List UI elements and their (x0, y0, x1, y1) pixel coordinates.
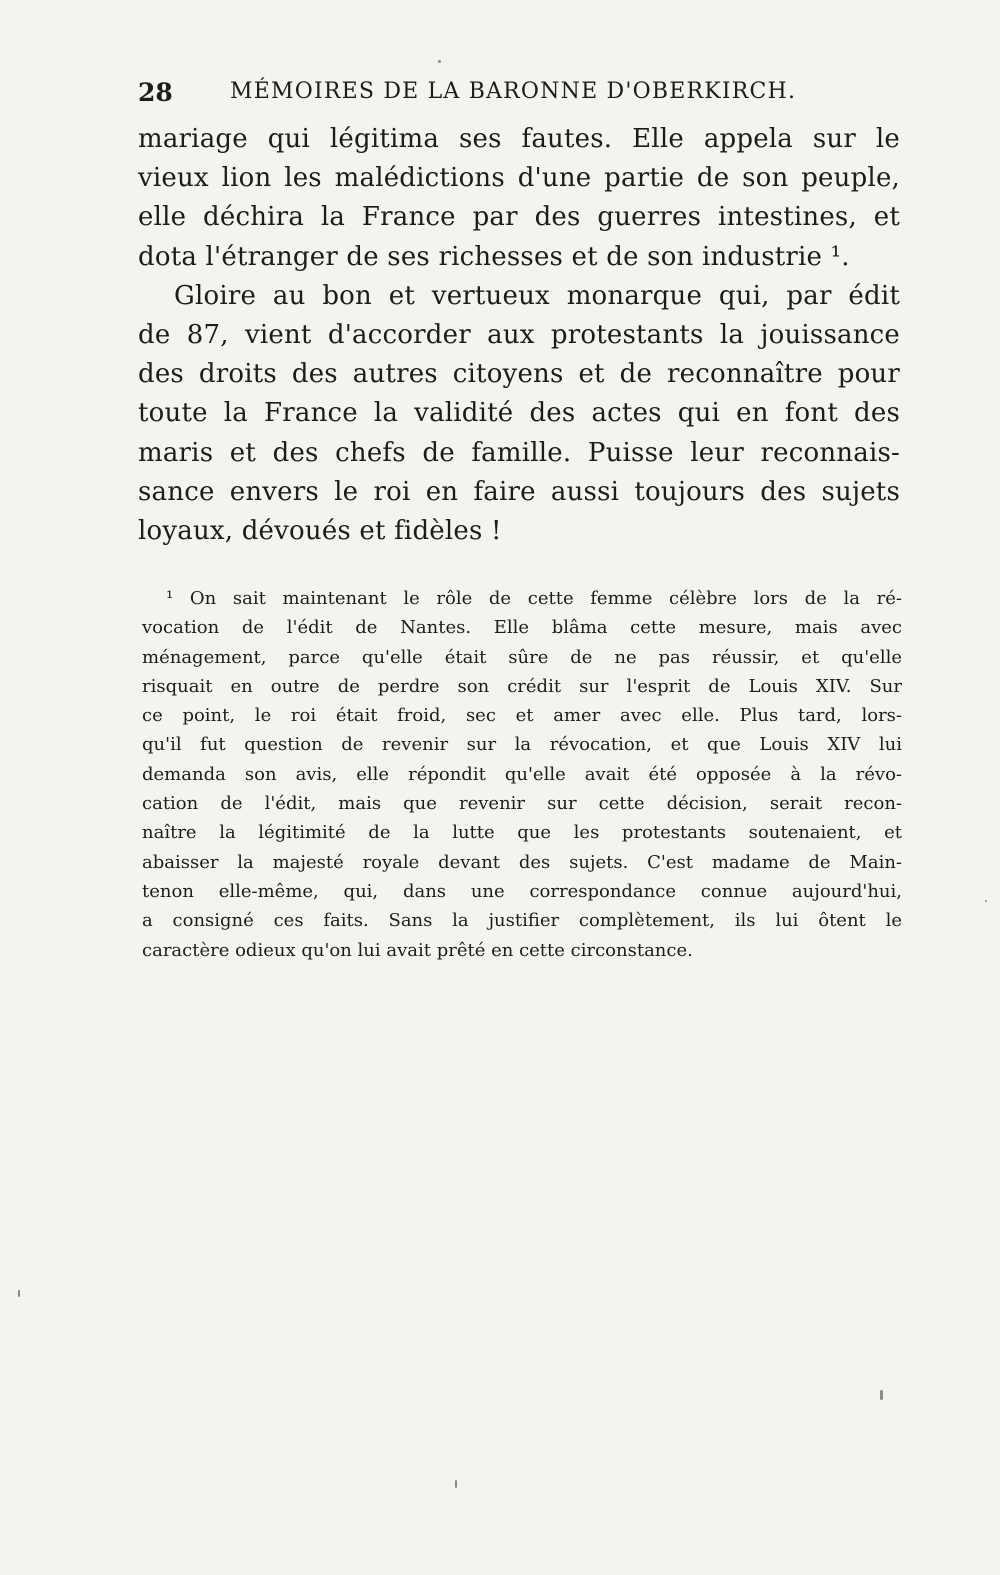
body-text (138, 120, 900, 551)
paper-speck (438, 60, 441, 63)
body-line: vieux lion les malédictions d'une partie de son peuple, (138, 163, 900, 194)
body-line: mariage qui légitima ses fautes. Elle appela sur le (138, 124, 900, 154)
footnote-line: qu'il fut question de revenir sur la révocation, et que Louis XIV lui (142, 734, 902, 756)
body-line: loyaux, dévoués et fidèles ! (138, 515, 502, 546)
body-line: elle déchira la France par des guerres intestines, et (138, 202, 900, 233)
page-number: 28 (138, 78, 173, 107)
footnote-line: tenon elle-même, qui, dans une correspondance connue aujourd'hui, (142, 880, 902, 902)
paper-speck (880, 1390, 883, 1400)
body-line: toute la France la validité des actes qui en font des (138, 398, 900, 429)
footnote-line: vocation de l'édit de Nantes. Elle blâma cette mesure, mais avec (142, 617, 902, 639)
body-line: des droits des autres citoyens et de reconnaître pour (138, 359, 900, 390)
footnote-line: ¹ On sait maintenant le rôle de cette femme célèbre lors de la ré- (166, 588, 902, 609)
running-head (138, 74, 908, 114)
footnote-line: demanda son avis, elle répondit qu'elle avait été opposée à la révo- (142, 763, 902, 785)
footnote (142, 584, 902, 965)
body-line: sance envers le roi en faire aussi toujours des sujets (138, 476, 900, 507)
footnote-line: ce point, le roi était froid, sec et amer avec elle. Plus tard, lors- (142, 705, 902, 727)
body-line: de 87, vient d'accorder aux protestants la jouissance (138, 319, 900, 350)
body-line: maris et des chefs de famille. Puisse leur reconnais- (138, 437, 900, 468)
footnote-line: a consigné ces faits. Sans la justifier complètement, ils lui ôtent le (142, 910, 902, 932)
footnote-line: abaisser la majesté royale devant des sujets. C'est madame de Main- (142, 851, 902, 873)
footnote-line: caractère odieux qu'on lui avait prêté en cette circonstance. (142, 939, 693, 961)
body-line: Gloire au bon et vertueux monarque qui, par édit (174, 280, 900, 311)
footnote-line: risquait en outre de perdre son crédit sur l'esprit de Louis XIV. Sur (142, 675, 902, 697)
footnote-line: naître la légitimité de la lutte que les protestants soutenaient, et (142, 822, 902, 844)
paper-speck (455, 1480, 457, 1488)
footnote-line: ménagement, parce qu'elle était sûre de ne pas réussir, et qu'elle (142, 646, 902, 668)
paper-speck (18, 1290, 20, 1297)
running-title: MÉMOIRES DE LA BARONNE D'OBERKIRCH. (230, 79, 797, 104)
paper-speck (985, 900, 987, 902)
footnote-line: cation de l'édit, mais que revenir sur cette décision, serait recon- (142, 793, 902, 815)
body-line: dota l'étranger de ses richesses et de son industrie ¹. (138, 241, 850, 272)
